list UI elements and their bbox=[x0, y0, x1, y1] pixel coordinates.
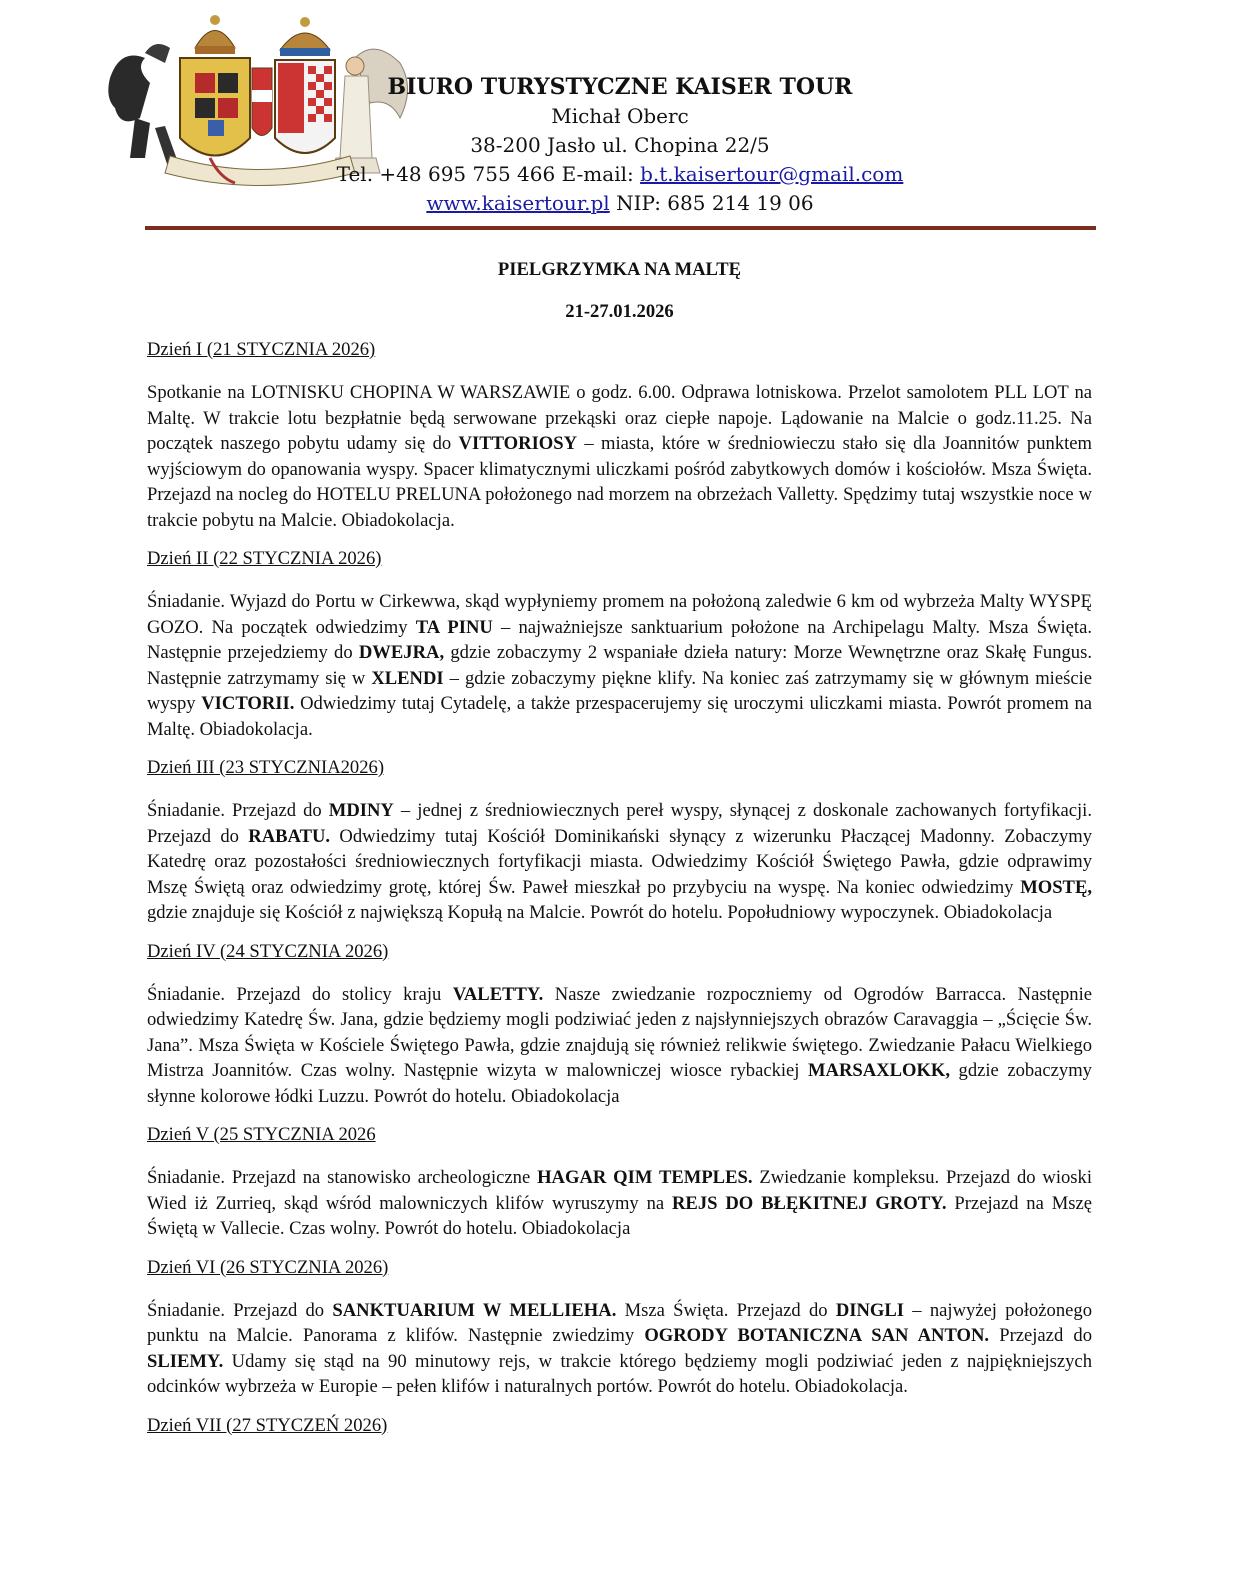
description-text: Spotkanie na LOTNISKU CHOPINA W WARSZAWIE o godz. 6.00. Odprawa lotniskowa. Przelot samolotem PLL LOT na Maltę. W trakcie lotu bezpłatnie będą serwowane przekąski oraz ciepłe napoje. Lądowanie na Malcie o godz.11.25. Na początek naszego pobytu udamy się do bbox=[147, 382, 1092, 454]
description-text: Nasze zwiedzanie rozpoczniemy od Ogrodów Barracca. Następnie odwiedzimy Katedrę Św. Jana, gdzie będziemy mogli podziwiać jeden z najsłynniejszych obrazów Caravaggia – „Ścięcie Św. Jana”. Msza Święta w Kościele Świętego Pawła, gdzie znajdują się również relikwie świętego. Zwiedzanie Pałacu Wielkiego Mistrza Joannitów. Czas wolny. Następnie wizyta w malowniczej wiosce rybackiej bbox=[147, 983, 1092, 1081]
description-text: gdzie znajduje się Kościół z największą Kopułą na Malcie. Powrót do hotelu. Popołudniowy wypoczynek. Obiadokolacja bbox=[147, 902, 1053, 923]
description-text: – jednej z średniowiecznych pereł wyspy, słynącej z doskonale zachowanych fortyfikacji. Przejazd do bbox=[147, 800, 1092, 847]
document-title: PIELGRZYMKA NA MALTĘ bbox=[497, 259, 742, 280]
day-heading: Dzień I (21 STYCZNIA 2026) bbox=[147, 339, 376, 360]
highlighted-place: HAGAR QIM TEMPLES. bbox=[537, 1167, 753, 1188]
company-name: BIURO TURYSTYCZNE KAISER TOUR bbox=[387, 74, 853, 100]
description-text: Śniadanie. Przejazd do bbox=[147, 1299, 333, 1321]
itinerary bbox=[147, 338, 1092, 1438]
description-text: Śniadanie. Wyjazd do Portu w Cirkewwa, skąd wypłyniemy promem na położoną zaledwie 6 km od wybrzeża Malty WYSPĘ GOZO. Na początek odwiedzimy bbox=[147, 591, 1092, 638]
highlighted-place: VITTORIOSY bbox=[458, 433, 578, 454]
shield-center bbox=[252, 68, 272, 136]
day-description bbox=[147, 1298, 1092, 1400]
web-line bbox=[300, 189, 940, 218]
description-text: Przejazd do bbox=[989, 1325, 1092, 1346]
day-heading: Dzień V (25 STYCZNIA 2026 bbox=[147, 1124, 376, 1145]
description-text: Odwiedzimy tutaj Kościół Dominikański słynący z wizerunku Płaczącej Madonny. Zobaczymy Katedrę oraz pozostałości średniowiecznych fortyfikacji miasta. Odwiedzimy Kościół Świętego Pawła, gdzie odprawimy Mszę Świętą oraz odwiedzimy grotę, której Św. Paweł mieszkał po przybyciu na wyspę. Na koniec odwiedzimy bbox=[147, 825, 1092, 898]
day-heading: Dzień III (23 STYCZNIA2026) bbox=[147, 757, 385, 778]
contact-line bbox=[300, 160, 940, 189]
document-date: 21-27.01.2026 bbox=[565, 301, 674, 322]
crown-right bbox=[280, 17, 330, 56]
description-text: – najwyżej położonego punktu na Malcie. Panorama z klifów. Następnie zwiedzimy bbox=[147, 1299, 1092, 1346]
nip-number: NIP: 685 214 19 06 bbox=[616, 191, 814, 215]
email-link[interactable]: b.t.kaisertour@gmail.com bbox=[640, 162, 904, 186]
highlighted-place: MARSAXLOKK, bbox=[807, 1060, 951, 1081]
document-body bbox=[147, 258, 1092, 1438]
day-heading: Dzień II (22 STYCZNIA 2026) bbox=[147, 548, 382, 569]
highlighted-place: OGRODY BOTANICZNA SAN ANTON. bbox=[644, 1325, 990, 1346]
description-text: Msza Święta. Przejazd do bbox=[616, 1299, 836, 1321]
description-text: Zwiedzanie kompleksu. Przejazd do wioski Wied iż Zurrieq, skąd wśród malowniczych klifów wyruszymy na bbox=[147, 1167, 1092, 1214]
highlighted-place: TA PINU bbox=[415, 616, 493, 638]
email-label: E-mail: bbox=[561, 162, 634, 186]
header-divider bbox=[145, 226, 1096, 230]
highlighted-place: VALETTY. bbox=[452, 983, 544, 1005]
phone-number: Tel. +48 695 755 466 bbox=[336, 162, 556, 186]
company-address: 38-200 Jasło ul. Chopina 22/5 bbox=[470, 133, 770, 157]
highlighted-place: RABATU. bbox=[248, 825, 331, 847]
shield-left bbox=[180, 58, 250, 156]
day-heading: Dzień IV (24 STYCZNIA 2026) bbox=[147, 940, 389, 962]
day-description bbox=[147, 1165, 1092, 1242]
owner-name: Michał Oberc bbox=[551, 104, 689, 128]
description-text: Przejazd na Mszę Świętą w Vallecie. Czas wolny. Powrót do hotelu. Obiadokolacja bbox=[147, 1192, 1092, 1239]
description-text: gdzie zobaczymy 2 wspaniałe dzieła natury: Morze Wewnętrzne oraz Skałę Fungus. Następnie zatrzymamy się w bbox=[147, 642, 1092, 689]
day-description bbox=[147, 380, 1092, 533]
highlighted-place: DWEJRA, bbox=[358, 642, 445, 663]
highlighted-place: DINGLI bbox=[835, 1299, 905, 1321]
highlighted-place: XLENDI bbox=[371, 667, 444, 689]
day-description bbox=[147, 798, 1092, 926]
description-text: – miasta, które w średniowieczu stało się dla Joannitów punktem wyjściowym do opanowania wyspy. Spacer klimatycznymi uliczkami pośród zabytkowych domów i kościołów. Msza Święta. Przejazd na nocleg do HOTELU PRELUNA położonego nad morzem na obrzeżach Valletty. Spędzimy tutaj wszystkie noce w trakcie pobytu na Malcie. Obiadokolacja. bbox=[147, 433, 1092, 531]
description-text: gdzie zobaczymy słynne kolorowe łódki Luzzu. Powrót do hotelu. Obiadokolacja bbox=[147, 1060, 1092, 1107]
highlighted-place: SANKTUARIUM W MELLIEHA. bbox=[332, 1299, 617, 1321]
description-text: Odwiedzimy tutaj Cytadelę, a także przespacerujemy się uroczymi uliczkami miasta. Powrót promem na Maltę. Obiadokolacja. bbox=[147, 693, 1092, 740]
description-text: – gdzie zobaczymy piękne klify. Na koniec zaś zatrzymamy się w głównym mieście wyspy bbox=[147, 667, 1092, 714]
day-heading: Dzień VI (26 STYCZNIA 2026) bbox=[147, 1256, 389, 1278]
day-heading: Dzień VII (27 STYCZEŃ 2026) bbox=[147, 1414, 388, 1436]
description-text: – najważniejsze sanktuarium położone na Archipelagu Malty. Msza Święta. Następnie przejedziemy do bbox=[147, 616, 1092, 663]
day-description bbox=[147, 982, 1092, 1110]
day-description bbox=[147, 589, 1092, 742]
highlighted-place: VICTORII. bbox=[201, 693, 295, 714]
highlighted-place: MDINY bbox=[328, 800, 394, 821]
description-text: Śniadanie. Przejazd do bbox=[147, 800, 329, 821]
highlighted-place: SLIEMY. bbox=[147, 1350, 224, 1372]
highlighted-place: MOSTĘ, bbox=[1020, 876, 1092, 898]
highlighted-place: REJS DO BŁĘKITNEJ GROTY. bbox=[672, 1192, 947, 1214]
griffin-figure bbox=[108, 44, 180, 173]
crown-left bbox=[195, 15, 235, 54]
description-text: Śniadanie. Przejazd na stanowisko archeologiczne bbox=[147, 1167, 538, 1188]
website-link[interactable]: www.kaisertour.pl bbox=[426, 191, 610, 215]
description-text: Udamy się stąd na 90 minutowy rejs, w trakcie którego będziemy mogli podziwiać jeden z najpiękniejszych odcinków wybrzeża w Europie – pełen klifów i naturalnych portów. Powrót do hotelu. Obiadokolacja. bbox=[147, 1350, 1092, 1397]
description-text: Śniadanie. Przejazd do stolicy kraju bbox=[147, 983, 453, 1005]
letterhead bbox=[300, 72, 940, 218]
